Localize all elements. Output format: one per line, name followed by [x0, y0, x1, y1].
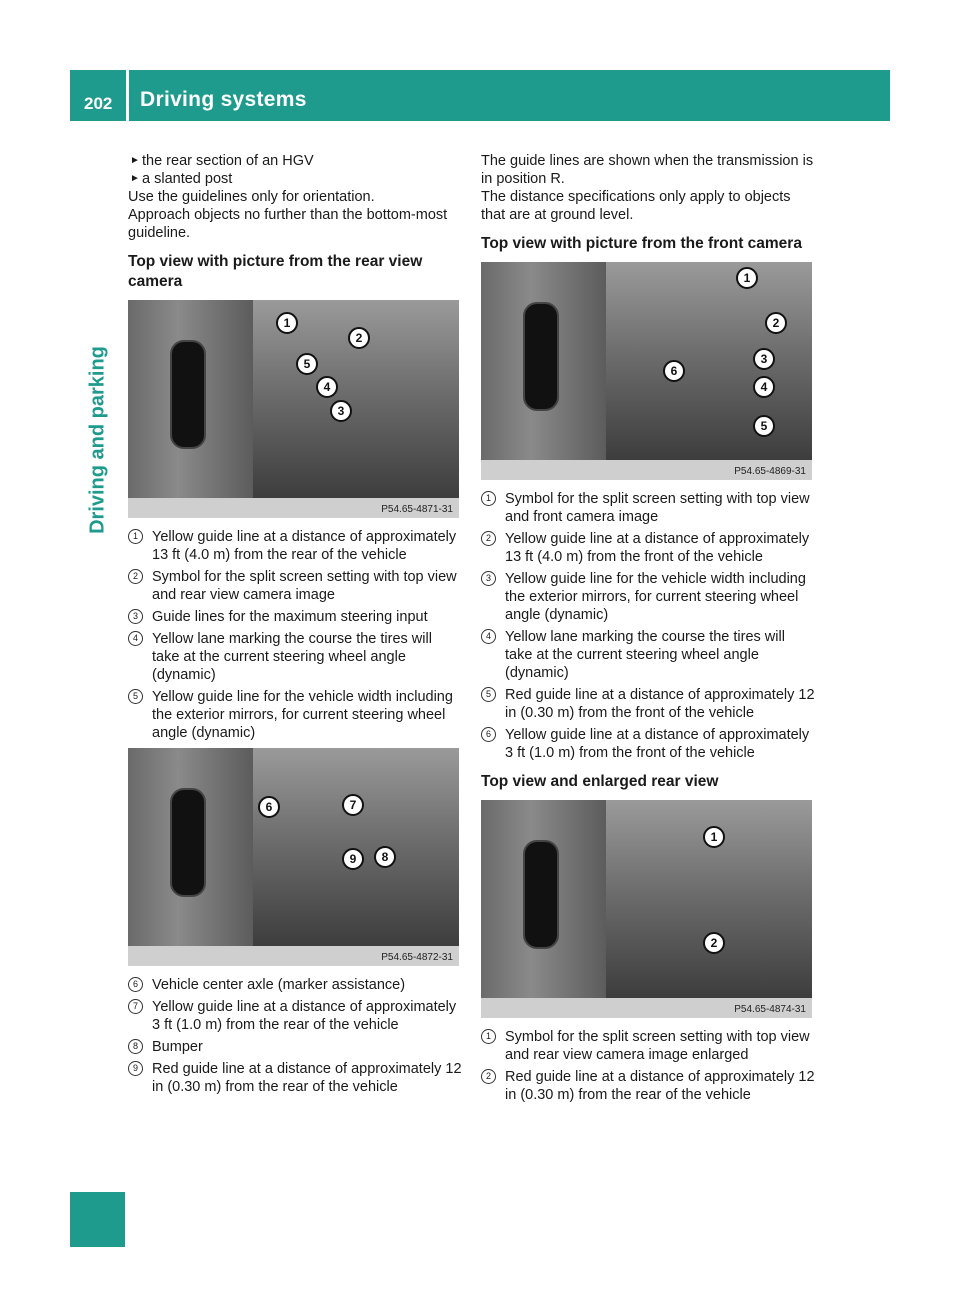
legend-number: 1: [128, 529, 143, 544]
bullet-item: ► a slanted post: [130, 171, 233, 187]
legend-item: 5 Red guide line at a distance of approximately 12 in (0.30 m) from the front of the vehicle: [481, 686, 816, 722]
legend-number: 4: [481, 629, 496, 644]
legend-number: 1: [481, 1029, 496, 1044]
callout-marker: 7: [342, 794, 364, 816]
car-icon: [170, 340, 206, 449]
callout-marker: 6: [663, 360, 685, 382]
callout-marker: 8: [374, 846, 396, 868]
legend-item: 6 Vehicle center axle (marker assistance): [128, 976, 463, 994]
figure-front-view: [481, 262, 812, 480]
figure-code-strip: [128, 498, 459, 518]
paragraph: The distance specifications only apply to objects that are at ground level.: [481, 189, 791, 223]
legend-number: 8: [128, 1039, 143, 1054]
top-view-panel: [128, 300, 253, 498]
bullet-marker-icon: ►: [130, 173, 140, 184]
legend-number: 1: [481, 491, 496, 506]
callout-marker: 2: [348, 327, 370, 349]
callout-marker: 4: [753, 376, 775, 398]
legend-item: 7 Yellow guide line at a distance of approximately 3 ft (1.0 m) from the rear of the vehicle: [128, 998, 463, 1034]
callout-marker: 1: [276, 312, 298, 334]
heading-front-view: Top view with picture from the front camera: [481, 235, 802, 252]
page-number: 202: [84, 94, 113, 113]
legend-number: 3: [481, 571, 496, 586]
camera-view-panel: [606, 262, 812, 460]
callout-marker: 3: [330, 400, 352, 422]
callout-marker: 5: [296, 353, 318, 375]
callout-marker: 3: [753, 348, 775, 370]
figure-code: P54.65-4874-31: [734, 1004, 806, 1015]
bullet-item: ► the rear section of an HGV: [130, 153, 314, 169]
top-view-panel: [481, 800, 606, 998]
right-column: [481, 152, 816, 1108]
figure-code-strip: [481, 998, 812, 1018]
figure-code: P54.65-4869-31: [734, 466, 806, 477]
legend-item: 1 Yellow guide line at a distance of approximately 13 ft (4.0 m) from the rear of the vehicle: [128, 528, 463, 564]
legend-item: 4 Yellow lane marking the course the tires will take at the current steering wheel angle (dynamic): [128, 630, 463, 684]
legend-number: 9: [128, 1061, 143, 1076]
paragraph: Approach objects no further than the bottom-most guideline.: [128, 207, 448, 241]
legend-number: 6: [481, 727, 496, 742]
legend-number: 2: [481, 531, 496, 546]
callout-marker: 9: [342, 848, 364, 870]
callout-marker: 1: [736, 267, 758, 289]
rear-camera-photo: [128, 300, 459, 498]
paragraph: The guide lines are shown when the transmission is in position R.: [481, 153, 814, 187]
callout-marker: 2: [765, 312, 787, 334]
legend-item: 5 Yellow guide line for the vehicle width including the exterior mirrors, for current steering wheel angle (dynamic): [128, 688, 463, 742]
car-icon: [170, 788, 206, 897]
heading-enlarged-rear-view: Top view and enlarged rear view: [481, 773, 719, 790]
figure-code: P54.65-4872-31: [381, 952, 453, 963]
legend-item: 9 Red guide line at a distance of approximately 12 in (0.30 m) from the rear of the vehicle: [128, 1060, 463, 1096]
figure-enlarged-rear-view: [481, 800, 812, 1018]
figure-rear-view: [128, 300, 459, 518]
legend-item: 4 Yellow lane marking the course the tires will take at the current steering wheel angle (dynamic): [481, 628, 816, 682]
heading-rear-view: Top view with picture from the rear view camera: [128, 253, 423, 290]
callout-marker: 6: [258, 796, 280, 818]
legend-number: 5: [481, 687, 496, 702]
legend-item: 2 Red guide line at a distance of approximately 12 in (0.30 m) from the rear of the vehicle: [481, 1068, 816, 1104]
car-icon: [523, 840, 559, 949]
legend-number: 7: [128, 999, 143, 1014]
callout-marker: 2: [703, 932, 725, 954]
legend-item: 3 Yellow guide line for the vehicle width including the exterior mirrors, for current steering wheel angle (dynamic): [481, 570, 816, 624]
legend-item: 2 Yellow guide line at a distance of approximately 13 ft (4.0 m) from the front of the vehicle: [481, 530, 816, 566]
figure-rear-view-detail: [128, 748, 459, 966]
side-tab-label: Driving and parking: [86, 346, 109, 534]
legend-number: 2: [128, 569, 143, 584]
legend-number: 5: [128, 689, 143, 704]
legend-number: 3: [128, 609, 143, 624]
figure-code-strip: [128, 946, 459, 966]
legend-item: 1 Symbol for the split screen setting with top view and rear view camera image enlarged: [481, 1028, 816, 1064]
enlarged-rear-photo: [481, 800, 812, 998]
camera-view-panel: [253, 748, 459, 946]
legend-number: 4: [128, 631, 143, 646]
bullet-marker-icon: ►: [130, 155, 140, 166]
figure-code: P54.65-4871-31: [381, 504, 453, 515]
header-separator: [126, 70, 129, 121]
side-tab-marker: [70, 1192, 125, 1247]
callout-marker: 4: [316, 376, 338, 398]
legend-item: 1 Symbol for the split screen setting with top view and front camera image: [481, 490, 816, 526]
left-column: [128, 152, 463, 1100]
callout-marker: 1: [703, 826, 725, 848]
legend-item: 8 Bumper: [128, 1038, 463, 1056]
legend-number: 6: [128, 977, 143, 992]
callout-marker: 5: [753, 415, 775, 437]
side-tab: [80, 310, 116, 570]
legend-item: 2 Symbol for the split screen setting with top view and rear view camera image: [128, 568, 463, 604]
rear-camera-photo: [128, 748, 459, 946]
front-camera-photo: [481, 262, 812, 460]
paragraph: Use the guidelines only for orientation.: [128, 189, 375, 205]
top-view-panel: [481, 262, 606, 460]
legend-item: 3 Guide lines for the maximum steering input: [128, 608, 463, 626]
legend-item: 6 Yellow guide line at a distance of approximately 3 ft (1.0 m) from the front of the vehicle: [481, 726, 816, 762]
top-view-panel: [128, 748, 253, 946]
car-icon: [523, 302, 559, 411]
legend-number: 2: [481, 1069, 496, 1084]
section-title: Driving systems: [140, 88, 307, 111]
figure-code-strip: [481, 460, 812, 480]
